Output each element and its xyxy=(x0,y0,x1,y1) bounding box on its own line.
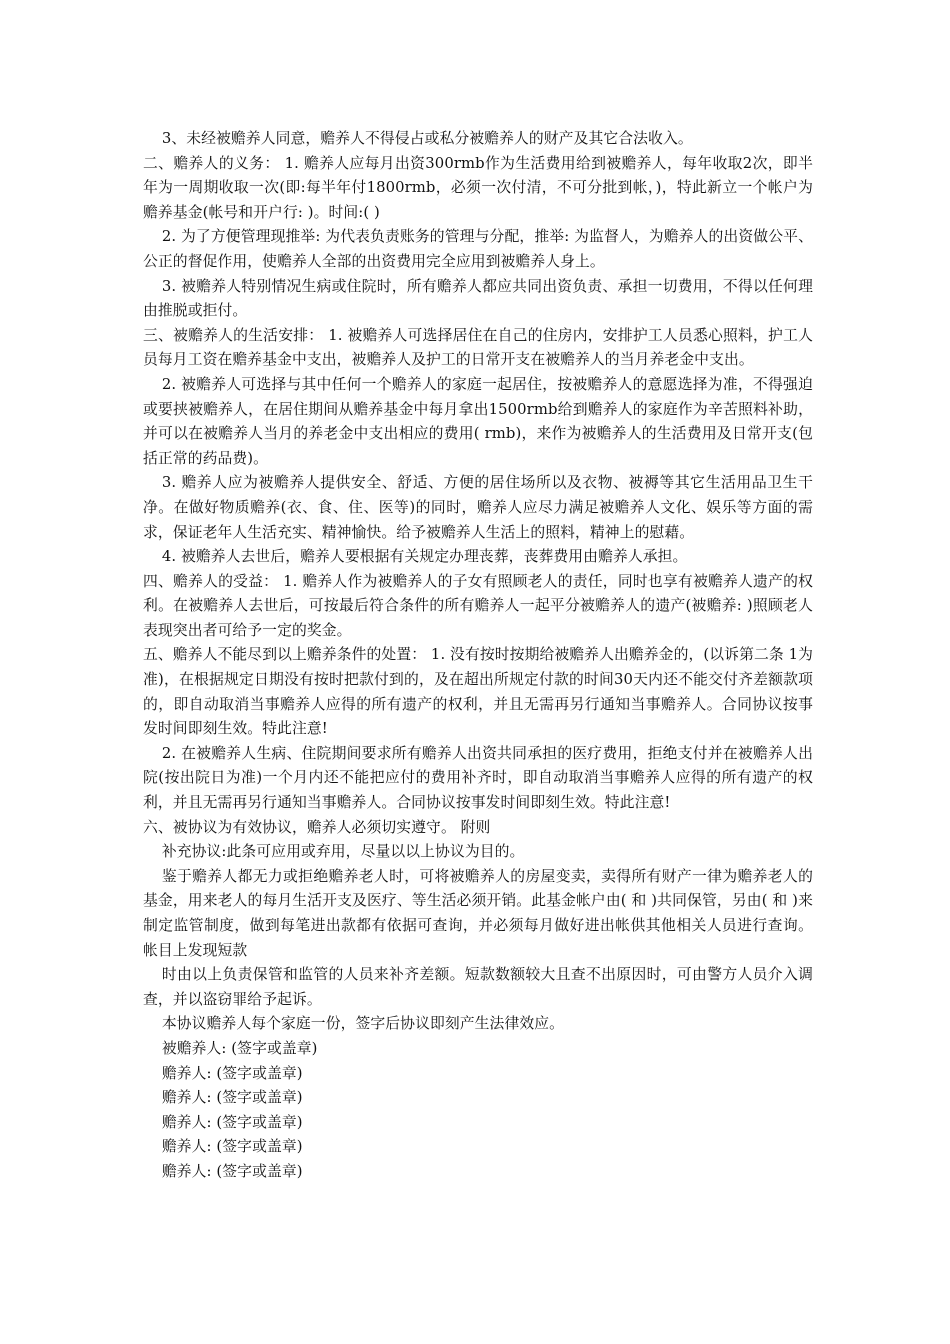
signature-line-supporter: 赡养人: (签字或盖章) xyxy=(161,1162,303,1180)
section-5-penalties: 五、赡养人不能尽到以上赡养条件的处置： 1. 没有按时按期给被赡养人出赡养金的，(以诉第二条 1为准)，在根据规定日期没有按时把款付到的，及在超出所规定付款的时间30天内还不能交付齐差额款项的，即自动取消当事赡养人应得的所有遗产的权利，并且无需再另行通知当事赡养人。合同协议按事发时间即刻生效。特此注意! xyxy=(143,646,813,738)
signature-line-dependent: 被赡养人: (签字或盖章) xyxy=(161,1039,318,1057)
signature-line-supporter: 赡养人: (签字或盖章) xyxy=(161,1064,303,1082)
supplementary-shortfall-clause: 时由以上负责保管和监管的人员来补齐差额。短款数额较大且查不出原因时，可由警方人员介入调查，并以盗窃罪给予起诉。 xyxy=(143,966,813,1008)
clause-3-no-misappropriation: 3、未经被赡养人同意，赡养人不得侵占或私分被赡养人的财产及其它合法收入。 xyxy=(161,130,693,147)
signature-line-supporter: 赡养人: (签字或盖章) xyxy=(161,1138,303,1156)
section-2-item-2: 2. 为了方便管理现推举: 为代表负责账务的管理与分配，推举: 为监督人，为赡养人的出资做公平、公正的督促作用，使赡养人全部的出资费用完全应用到被赡养人身上。 xyxy=(143,228,813,270)
signature-line-supporter: 赡养人: (签字或盖章) xyxy=(161,1113,303,1131)
signature-block xyxy=(143,1037,813,1185)
section-3-item-3: 3. 赡养人应为被赡养人提供安全、舒适、方便的居住场所以及衣物、被褥等其它生活用品卫生干净。在做好物质赡养(衣、食、住、医等)的同时，赡养人应尽力满足被赡养人文化、娱乐等方面的需求，保证老年人生活充实、精神愉快。给予被赡养人生活上的照料，精神上的慰藉。 xyxy=(143,474,813,541)
section-2-obligations: 二、赡养人的义务： 1. 赡养人应每月出资300rmb作为生活费用给到被赡养人，每年收取2次，即半年为一周期收取一次(即:每半年付1800rmb，必须一次付清，不可分批到帐，)，特此新立一个帐户为赡养基金(帐号和开户行: )。时间:( ) xyxy=(143,154,813,221)
section-3-living-arrangement: 三、被赡养人的生活安排： 1. 被赡养人可选择居住在自己的住房内，安排护工人员悉心照料，护工人员每月工资在赡养基金中支出，被赡养人及护工的日常开支在被赡养人的当月养老金中支出。 xyxy=(143,326,813,369)
section-6-validity: 六、被协议为有效协议，赡养人必须切实遵守。 附则 xyxy=(143,818,491,836)
copies-clause: 本协议赡养人每个家庭一份，签字后协议即刻产生法律效应。 xyxy=(161,1015,565,1033)
supplementary-agreement: 补充协议:此条可应用或弃用，尽量以以上协议为目的。 xyxy=(161,843,525,861)
section-3-item-4: 4. 被赡养人去世后，赡养人要根据有关规定办理丧葬，丧葬费用由赡养人承担。 xyxy=(161,548,688,566)
section-4-benefits: 四、赡养人的受益： 1. 赡养人作为被赡养人的子女有照顾老人的责任，同时也享有被赡养人遗产的权利。在被赡养人去世后，可按最后符合条件的所有赡养人一起平分被赡养人的遗产(被赡养: )照顾老人表现突出者可给予一定的奖金。 xyxy=(143,572,813,639)
document-body xyxy=(143,127,813,1185)
section-5-item-2: 2. 在被赡养人生病、住院期间要求所有赡养人出资共同承担的医疗费用，拒绝支付并在被赡养人出院(按出院日为准)一个月内还不能把应付的费用补齐时，即自动取消当事赡养人应得的所有遗产的权利，并且无需再另行通知当事赡养人。合同协议按事发时间即刻生效。特此注意! xyxy=(143,744,813,812)
signature-line-supporter: 赡养人: (签字或盖章) xyxy=(161,1089,303,1107)
section-3-item-2: 2. 被赡养人可选择与其中任何一个赡养人的家庭一起居住，按被赡养人的意愿选择为准，不得强迫或要挟被赡养人，在居住期间从赡养基金中每月拿出1500rmb给到赡养人的家庭作为辛苦照料补助，并可以在被赡养人当月的养老金中支出相应的费用( rmb)，来作为被赡养人的生活费用及日常开支(包括正常的药品费)。 xyxy=(143,375,813,467)
supplementary-fund-clause: 鉴于赡养人都无力或拒绝赡养老人时，可将被赡养人的房屋变卖，卖得所有财产一律为赡养老人的基金，用来老人的每月生活开支及医疗、等生活必须开销。此基金帐户由( 和 )共同保管，另由( 和 )来制定监管制度，做到每笔进出款都有依据可查询，并必须每月做好进出帐供其他相关人员进行查询。帐目上发现短款 xyxy=(143,867,813,959)
section-2-item-3: 3. 被赡养人特别情况生病或住院时，所有赡养人都应共同出资负责、承担一切费用，不得以任何理由推脱或拒付。 xyxy=(143,277,813,320)
